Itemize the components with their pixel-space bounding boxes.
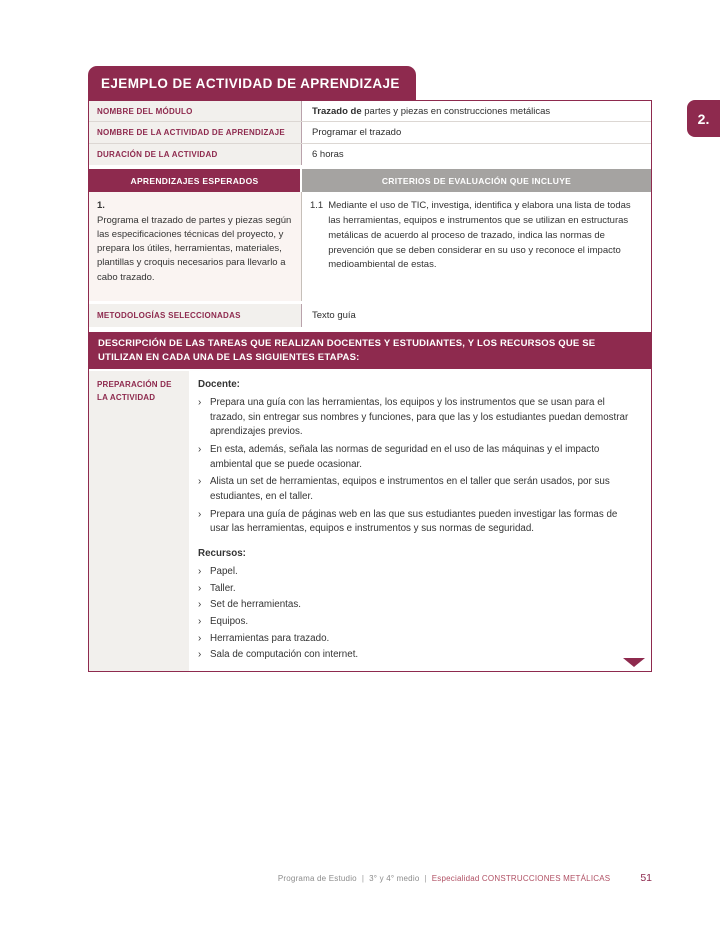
table-header-row — [89, 169, 651, 192]
bullet-marker: › — [198, 508, 202, 520]
objective-number: 1. — [97, 200, 105, 212]
duration-label: DURACIÓN DE LA ACTIVIDAD — [89, 144, 302, 165]
list-item — [198, 475, 639, 504]
module-value-rest: partes y piezas en construcciones metálicas — [364, 105, 551, 117]
page-title: EJEMPLO DE ACTIVIDAD DE APRENDIZAJE — [88, 66, 416, 100]
table-row-methodology — [89, 304, 651, 326]
recursos-bullet-text: Set de herramientas. — [210, 599, 301, 611]
bullet-marker: › — [198, 649, 202, 661]
table-row-module — [89, 101, 651, 122]
preparation-section — [89, 371, 651, 671]
module-value — [302, 101, 651, 121]
footer-program: Programa de Estudio — [277, 874, 357, 883]
recursos-heading: Recursos: — [198, 548, 246, 560]
list-item — [198, 508, 639, 537]
module-label: NOMBRE DEL MÓDULO — [89, 101, 302, 121]
criterion-number: 1.1 — [310, 200, 324, 212]
footer-separator: | — [424, 874, 427, 883]
footer-text — [278, 874, 610, 883]
criterion-cell — [302, 192, 651, 301]
list-item — [198, 598, 639, 613]
list-item — [198, 615, 639, 630]
bullet-marker: › — [198, 476, 202, 488]
docente-bullet-text: Alista un set de herramientas, equipos e instrumentos en el taller que serán usados, por sus estudiantes, en el taller. — [210, 476, 610, 503]
evaluation-criteria-header: CRITERIOS DE EVALUACIÓN QUE INCLUYE — [302, 169, 651, 192]
bullet-marker: › — [198, 444, 202, 456]
criterion-text: Mediante el uso de TIC, investiga, identifica y elabora una lista de todas las herramientas, equipos e instrumentos que se utilizan en estructuras metálicas de acuerdo al proceso de trazado, indica las normas de prevención que se deben considerar en su uso y reconoce el impacto medioambiental de estas. — [328, 200, 631, 271]
preparation-label: PREPARACIÓN DE LA ACTIVIDAD — [89, 371, 189, 671]
document-page — [88, 66, 652, 672]
list-item — [198, 648, 639, 663]
bullet-marker: › — [198, 632, 202, 644]
activity-name-label: NOMBRE DE LA ACTIVIDAD DE APRENDIZAJE — [89, 122, 302, 142]
expected-learning-header: APRENDIZAJES ESPERADOS — [89, 169, 302, 192]
docente-heading: Docente: — [198, 379, 240, 391]
footer-grade: 3° y 4° medio — [369, 874, 420, 883]
objective-text: Programa el trazado de partes y piezas según las especificaciones técnicas del proyecto, y prepara los útiles, herramientas, materiales, plantillas y croquis necesarios para llevarlo a cabo trazado. — [97, 214, 292, 283]
list-item — [198, 565, 639, 580]
recursos-bullet-text: Sala de computación con internet. — [210, 649, 359, 661]
recursos-bullet-text: Papel. — [210, 565, 238, 577]
bullet-marker: › — [198, 396, 202, 408]
methodology-label: METODOLOGÍAS SELECCIONADAS — [89, 304, 302, 326]
learning-content-row — [89, 192, 651, 301]
methodology-value: Texto guía — [302, 304, 651, 326]
list-item — [198, 396, 639, 440]
list-item — [198, 582, 639, 597]
table-row-activity-name — [89, 122, 651, 143]
recursos-bullet-text: Taller. — [210, 582, 236, 594]
docente-bullet-text: En esta, además, señala las normas de seguridad en el uso de las máquinas y el impacto ambiental que se puede ocasionar. — [210, 444, 600, 470]
docente-bullet-text: Prepara una guía de páginas web en las que sus estudiantes pueden investigar las formas de usar las herramientas, equipos e instrumentos y sus normas de seguridad. — [210, 508, 618, 535]
section-tab: 2. — [687, 100, 720, 137]
table-row-duration — [89, 144, 651, 165]
bullet-marker: › — [198, 582, 202, 594]
list-item — [198, 443, 639, 472]
tasks-description-banner: DESCRIPCIÓN DE LAS TAREAS QUE REALIZAN DOCENTES Y ESTUDIANTES, Y LOS RECURSOS QUE SE UTILIZAN EN CADA UNA DE LAS SIGUIENTES ETAPAS: — [89, 332, 651, 370]
objective-cell — [89, 192, 302, 301]
docente-bullet-text: Prepara una guía con las herramientas, los equipos y los instrumentos que se usan para el trazado, sin entregar sus nombres y funciones, para que las y los estudiantes puedan demostrar aprendizajes previos. — [210, 396, 629, 438]
footer-specialty: Especialidad CONSTRUCCIONES METÁLICAS — [431, 874, 611, 883]
preparation-content — [189, 371, 651, 671]
bullet-marker: › — [198, 565, 202, 577]
activity-name-value: Programar el trazado — [302, 122, 651, 142]
bullet-marker: › — [198, 599, 202, 611]
recursos-bullet-text: Equipos. — [210, 615, 249, 627]
list-item — [198, 632, 639, 647]
bullet-marker: › — [198, 615, 202, 627]
page-footer — [88, 872, 652, 884]
duration-value: 6 horas — [302, 144, 651, 165]
activity-table — [88, 100, 652, 672]
continues-triangle-icon — [623, 658, 645, 667]
footer-separator: | — [361, 874, 365, 883]
module-value-bold: Trazado de — [312, 105, 362, 117]
recursos-bullet-text: Herramientas para trazado. — [210, 632, 330, 644]
page-number: 51 — [640, 872, 652, 884]
